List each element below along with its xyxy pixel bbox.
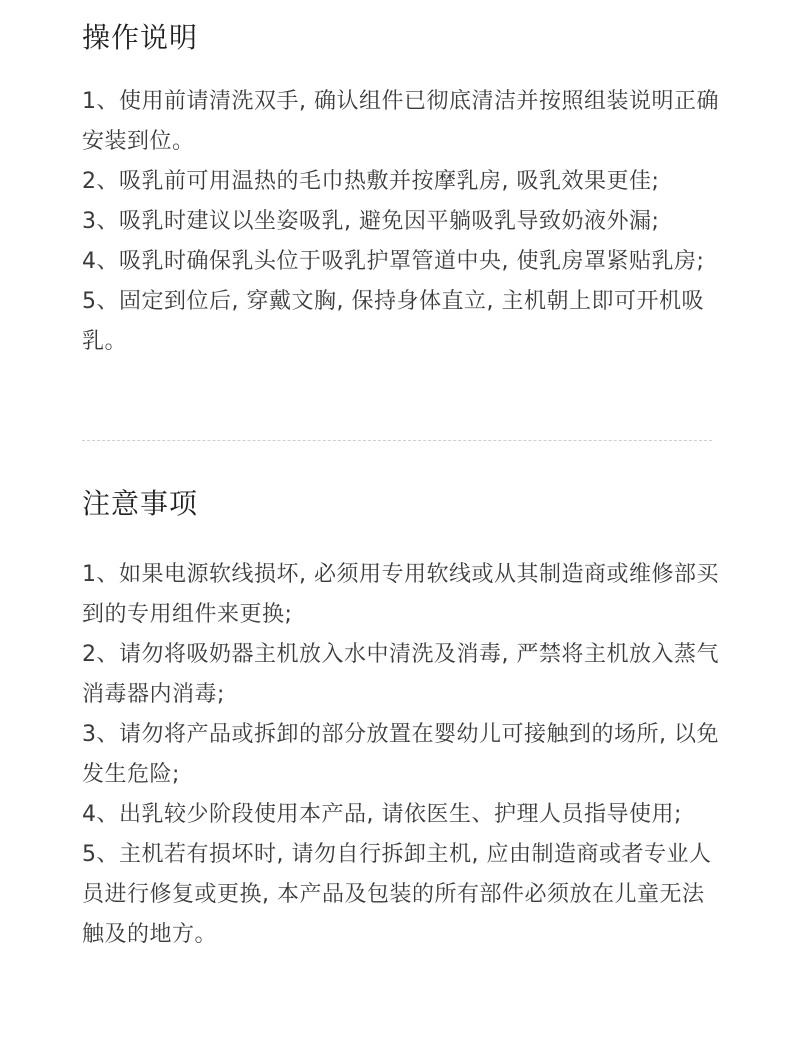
notice-section: [82, 484, 722, 955]
notice-item-2: 2、请勿将吸奶器主机放入水中清洗及消毒, 严禁将主机放入蒸气消毒器内消毒;: [82, 642, 719, 707]
operation-list: [82, 82, 722, 362]
notice-item-1: 1、如果电源软线损坏, 必须用专用软线或从其制造商或维修部买到的专用组件来更换;: [82, 562, 719, 627]
section-divider: [82, 440, 712, 441]
operation-section: [82, 18, 722, 362]
notice-item-4: 4、出乳较少阶段使用本产品, 请依医生、护理人员指导使用;: [82, 802, 682, 827]
operation-item-2: 2、吸乳前可用温热的毛巾热敷并按摩乳房, 吸乳效果更佳;: [82, 169, 660, 194]
operation-item-1: 1、使用前请清洗双手, 确认组件已彻底清洁并按照组装说明正确安装到位。: [82, 89, 719, 154]
notice-item-5: 5、主机若有损坏时, 请勿自行拆卸主机, 应由制造商或者专业人员进行修复或更换, 本产品及包装的所有部件必须放在儿童无法触及的地方。: [82, 842, 712, 947]
operation-heading: 操作说明: [82, 21, 199, 54]
notice-list: [82, 555, 722, 955]
operation-item-3: 3、吸乳时建议以坐姿吸乳, 避免因平躺吸乳导致奶液外漏;: [82, 209, 660, 234]
notice-item-3: 3、请勿将产品或拆卸的部分放置在婴幼儿可接触到的场所, 以免发生危险;: [82, 722, 719, 787]
notice-heading: 注意事项: [82, 487, 199, 520]
operation-item-4: 4、吸乳时确保乳头位于吸乳护罩管道中央, 使乳房罩紧贴乳房;: [82, 249, 705, 274]
operation-item-5: 5、固定到位后, 穿戴文胸, 保持身体直立, 主机朝上即可开机吸乳。: [82, 289, 704, 354]
